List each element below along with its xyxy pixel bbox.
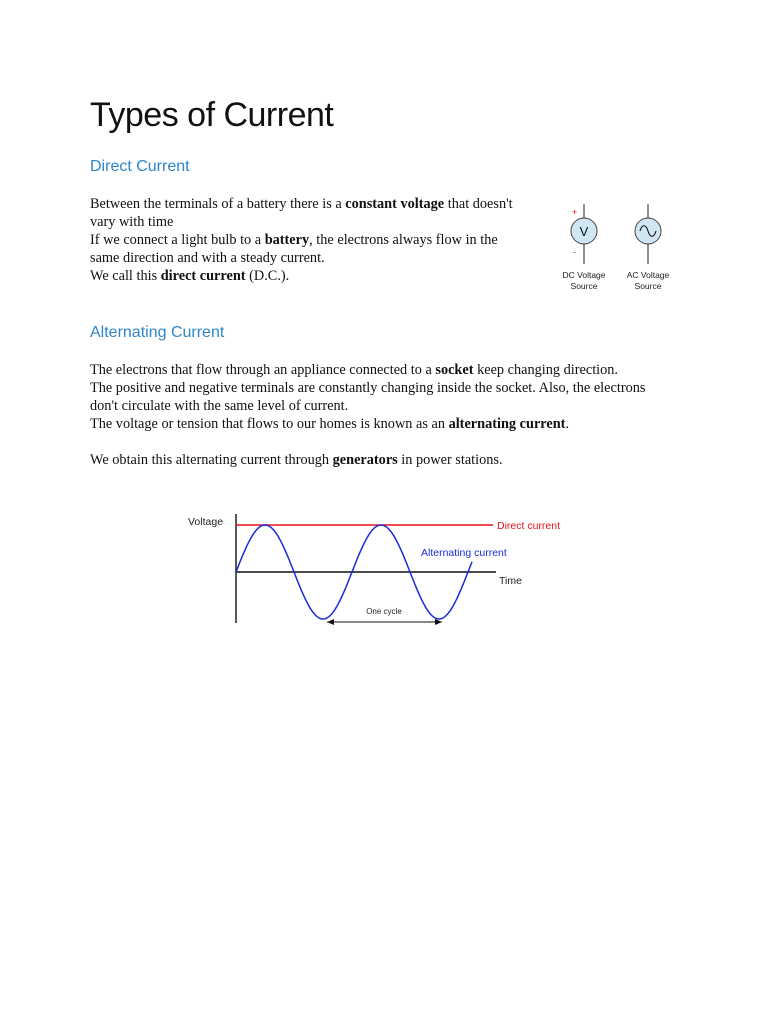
dc-source-letter: V <box>579 224 589 239</box>
text-run: . <box>565 416 570 432</box>
text-run: We obtain this alternating current through <box>90 452 333 468</box>
text-line <box>90 267 513 285</box>
text-line <box>90 213 513 231</box>
ac-source-label-2: Source <box>634 281 662 291</box>
voltage-axis-label: Voltage <box>188 516 224 528</box>
bold-term: alternating current <box>448 416 566 432</box>
direct-current-paragraph <box>90 195 513 285</box>
dc-source-label-1: DC Voltage <box>562 270 606 280</box>
text-run: Between the terminals of a battery there is a <box>90 196 346 212</box>
text-run: , the electrons always flow in the <box>309 232 498 248</box>
text-line <box>90 249 513 267</box>
dc-source-label-2: Source <box>570 281 598 291</box>
text-run: If we connect a light bulb to a <box>90 232 265 248</box>
text-run: in power stations. <box>397 452 503 468</box>
bold-term: socket <box>435 362 474 378</box>
current-waveform-graph <box>180 505 580 630</box>
text-line <box>90 195 513 213</box>
one-cycle-label: One cycle <box>366 607 402 616</box>
bold-term: constant voltage <box>345 196 445 212</box>
text-run: (D.C.). <box>245 268 290 284</box>
text-line <box>90 361 645 379</box>
text-run: The voltage or tension that flows to our homes is known as an <box>90 416 449 432</box>
dc-plus-sign: + <box>572 207 578 217</box>
dc-minus-sign: - <box>573 247 576 257</box>
text-line <box>90 231 513 249</box>
text-line <box>90 397 645 415</box>
direct-current-label: Direct current <box>497 520 561 532</box>
text-run: The positive and negative terminals are constantly changing inside the socket. Also, the electrons <box>90 380 646 396</box>
bold-term: battery <box>264 232 310 248</box>
ac-source-label-1: AC Voltage <box>626 270 670 280</box>
text-run: The electrons that flow through an appliance connected to a <box>90 362 436 378</box>
one-cycle-arrow-right <box>435 619 442 625</box>
text-line <box>90 415 645 433</box>
text-run: same direction and with a steady current. <box>90 250 325 266</box>
generators-paragraph <box>90 451 503 469</box>
bold-term: direct current <box>160 268 246 284</box>
text-run: don't circulate with the same level of current. <box>90 398 349 414</box>
alternating-current-heading: Alternating Current <box>90 324 225 341</box>
bold-term: generators <box>332 452 398 468</box>
time-axis-label: Time <box>499 575 522 587</box>
alternating-current-paragraph <box>90 361 645 433</box>
one-cycle-arrow-left <box>327 619 334 625</box>
text-line <box>90 451 503 469</box>
text-run: vary with time <box>90 214 174 230</box>
voltage-sources-figure <box>556 200 686 296</box>
text-run: We call this <box>90 268 161 284</box>
alternating-current-label: Alternating current <box>421 547 507 559</box>
page-title: Types of Current <box>90 96 334 134</box>
text-run: that doesn't <box>444 196 513 212</box>
direct-current-heading: Direct Current <box>90 158 190 175</box>
text-run: keep changing direction. <box>473 362 619 378</box>
text-line <box>90 379 645 397</box>
